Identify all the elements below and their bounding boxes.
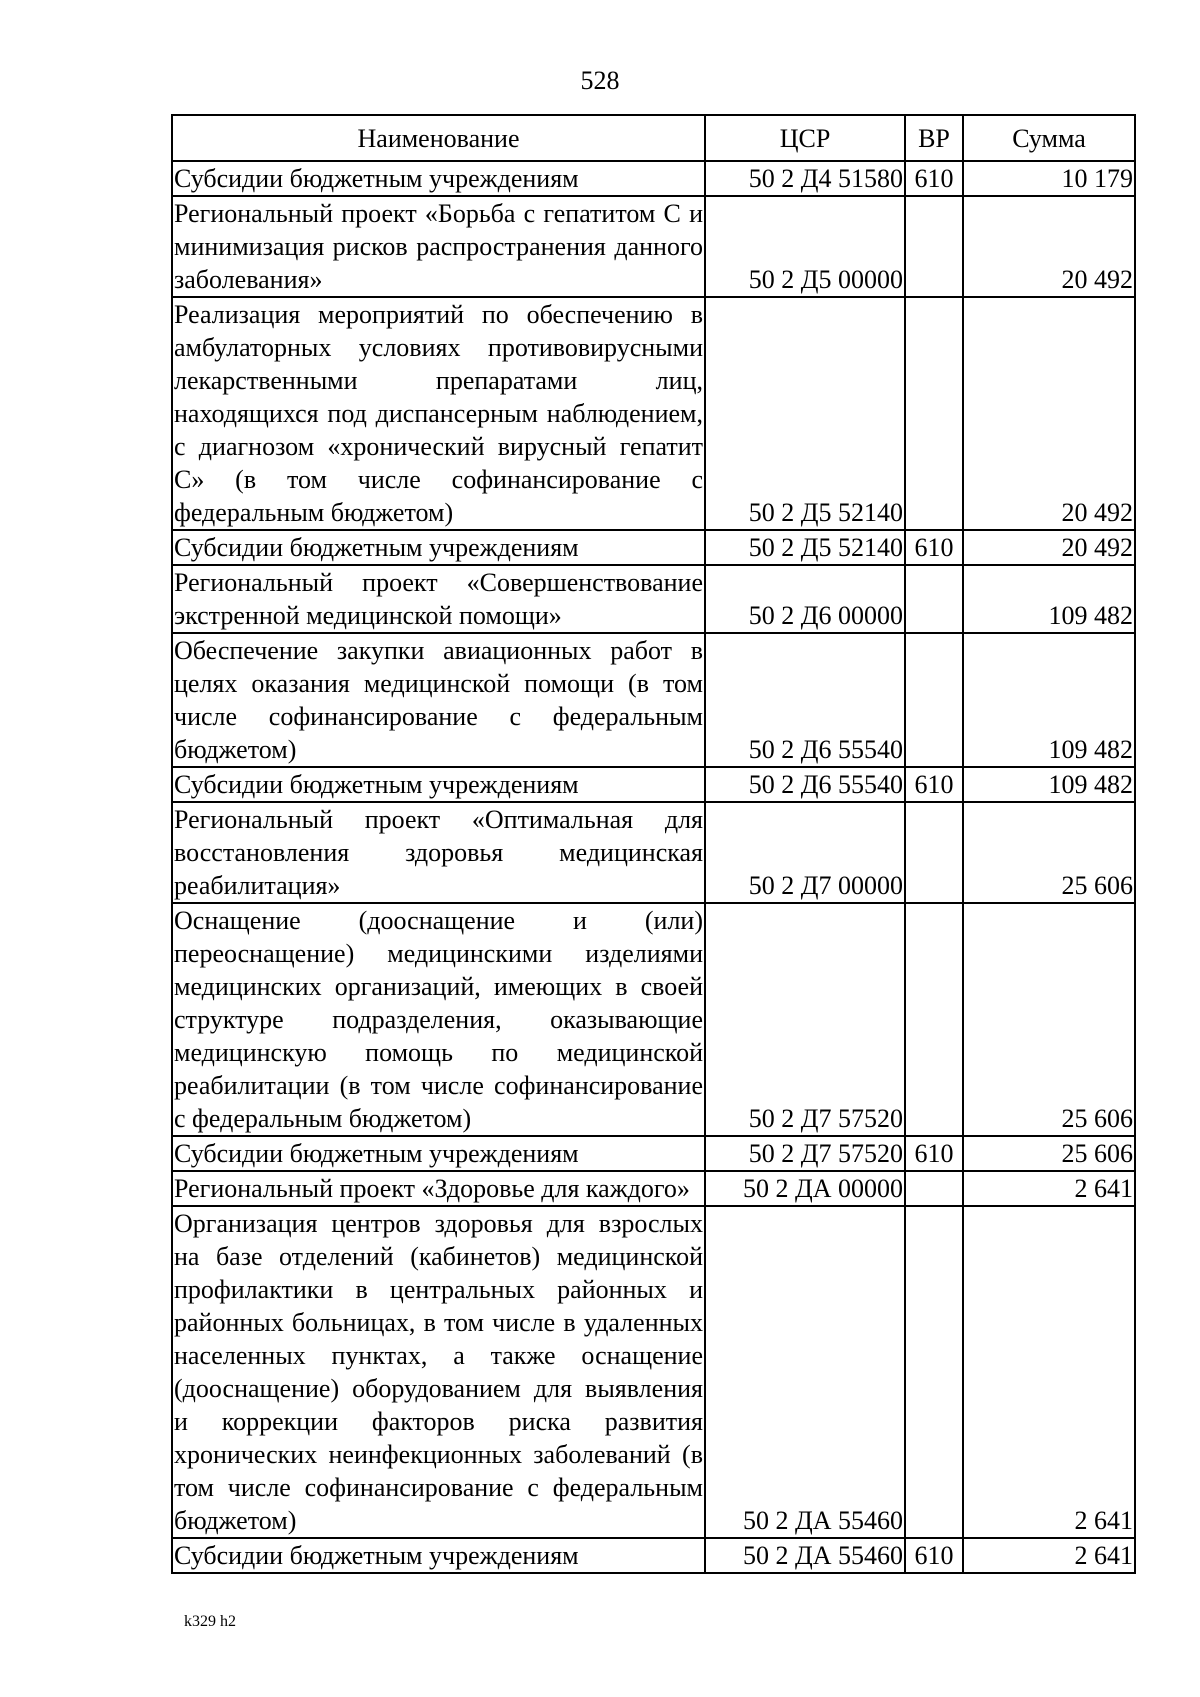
table-row	[172, 633, 1135, 767]
header-csr: ЦСР	[705, 115, 905, 161]
row-vr	[905, 802, 963, 903]
row-vr	[905, 1206, 963, 1538]
row-name: Региональный проект «Оптимальная для восстановления здоровья медицинская реабилитация»	[172, 802, 705, 903]
table-row	[172, 196, 1135, 297]
table-row	[172, 1171, 1135, 1206]
table-row	[172, 161, 1135, 196]
row-csr: 50 2 Д6 00000	[705, 565, 905, 633]
row-name: Субсидии бюджетным учреждениям	[172, 161, 705, 196]
table-row	[172, 767, 1135, 802]
row-sum: 109 482	[963, 565, 1135, 633]
table-row	[172, 530, 1135, 565]
row-vr: 610	[905, 767, 963, 802]
row-vr	[905, 297, 963, 530]
row-csr: 50 2 Д7 57520	[705, 903, 905, 1136]
row-csr: 50 2 Д5 00000	[705, 196, 905, 297]
row-vr: 610	[905, 530, 963, 565]
table-row	[172, 1136, 1135, 1171]
row-vr	[905, 903, 963, 1136]
row-name: Субсидии бюджетным учреждениям	[172, 1136, 705, 1171]
row-name: Организация центров здоровья для взрослых на базе отделений (кабинетов) медицинской профилактики в центральных районных и районных больницах, в том числе в удаленных населенных пунктах, а также оснащение (дооснащение) оборудованием для выявления и коррекции факторов риска развития хронических неинфекционных заболеваний (в том числе софинансирование с федеральным бюджетом)	[172, 1206, 705, 1538]
row-sum: 20 492	[963, 196, 1135, 297]
table-header-row	[172, 115, 1135, 161]
row-vr	[905, 1171, 963, 1206]
header-vr: ВР	[905, 115, 963, 161]
row-sum: 2 641	[963, 1171, 1135, 1206]
row-csr: 50 2 Д7 00000	[705, 802, 905, 903]
budget-table	[171, 114, 1136, 1574]
row-sum: 25 606	[963, 903, 1135, 1136]
table-row	[172, 1206, 1135, 1538]
row-sum: 109 482	[963, 767, 1135, 802]
header-sum: Сумма	[963, 115, 1135, 161]
row-name: Региональный проект «Борьба с гепатитом С и минимизация рисков распространения данного заболевания»	[172, 196, 705, 297]
row-name: Обеспечение закупки авиационных работ в целях оказания медицинской помощи (в том числе софинансирование с федеральным бюджетом)	[172, 633, 705, 767]
row-vr	[905, 633, 963, 767]
row-sum: 25 606	[963, 1136, 1135, 1171]
row-csr: 50 2 Д5 52140	[705, 297, 905, 530]
header-name: Наименование	[172, 115, 705, 161]
page-number: 528	[580, 66, 620, 95]
row-vr: 610	[905, 1136, 963, 1171]
row-csr: 50 2 Д7 57520	[705, 1136, 905, 1171]
row-vr: 610	[905, 161, 963, 196]
row-name: Реализация мероприятий по обеспечению в амбулаторных условиях противовирусными лекарственными препаратами лиц, находящихся под диспансерным наблюдением, с диагнозом «хронический вирусный гепатит С» (в том числе софинансирование с федеральным бюджетом)	[172, 297, 705, 530]
row-name: Региональный проект «Совершенствование экстренной медицинской помощи»	[172, 565, 705, 633]
row-csr: 50 2 ДА 55460	[705, 1538, 905, 1573]
row-sum: 109 482	[963, 633, 1135, 767]
row-vr	[905, 565, 963, 633]
row-sum: 20 492	[963, 530, 1135, 565]
row-sum: 20 492	[963, 297, 1135, 530]
document-code: k329 h2	[184, 1613, 236, 1630]
row-vr: 610	[905, 1538, 963, 1573]
row-name: Региональный проект «Здоровье для каждого»	[172, 1171, 705, 1206]
row-sum: 2 641	[963, 1538, 1135, 1573]
row-vr	[905, 196, 963, 297]
table-row	[172, 297, 1135, 530]
row-name: Субсидии бюджетным учреждениям	[172, 767, 705, 802]
row-sum: 10 179	[963, 161, 1135, 196]
row-csr: 50 2 Д6 55540	[705, 767, 905, 802]
row-sum: 2 641	[963, 1206, 1135, 1538]
table-row	[172, 1538, 1135, 1573]
row-name: Оснащение (дооснащение и (или) переоснащение) медицинскими изделиями медицинских организаций, имеющих в своей структуре подразделения, оказывающие медицинскую помощь по медицинской реабилитации (в том числе софинансирование с федеральным бюджетом)	[172, 903, 705, 1136]
row-csr: 50 2 Д6 55540	[705, 633, 905, 767]
row-csr: 50 2 Д5 52140	[705, 530, 905, 565]
row-csr: 50 2 Д4 51580	[705, 161, 905, 196]
table-row	[172, 903, 1135, 1136]
row-csr: 50 2 ДА 55460	[705, 1206, 905, 1538]
row-name: Субсидии бюджетным учреждениям	[172, 530, 705, 565]
row-name: Субсидии бюджетным учреждениям	[172, 1538, 705, 1573]
row-sum: 25 606	[963, 802, 1135, 903]
table-row	[172, 565, 1135, 633]
table-row	[172, 802, 1135, 903]
row-csr: 50 2 ДА 00000	[705, 1171, 905, 1206]
